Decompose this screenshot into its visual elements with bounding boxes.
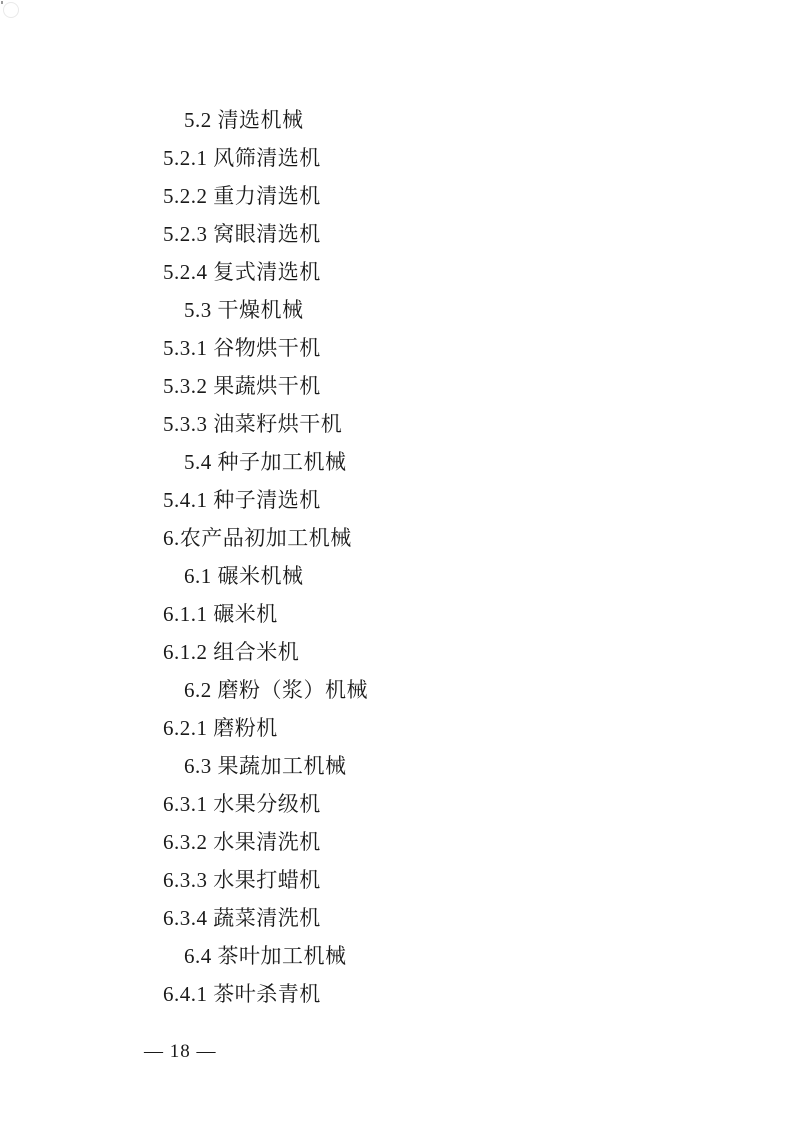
list-line: 6.1.1 碾米机	[163, 602, 278, 626]
list-line: 6.2 磨粉（浆）机械	[184, 678, 368, 702]
list-line: 6.1 碾米机械	[184, 564, 304, 588]
list-line: 5.2 清选机械	[184, 108, 304, 132]
list-line: 6.1.2 组合米机	[163, 640, 300, 664]
machinery-list	[163, 101, 368, 1013]
list-line: 6.4.1 茶叶杀青机	[163, 982, 321, 1006]
list-line: 5.3.3 油菜籽烘干机	[163, 412, 343, 436]
list-line: 5.2.4 复式清选机	[163, 260, 321, 284]
list-line: 5.4.1 种子清选机	[163, 488, 321, 512]
list-line: 5.3.1 谷物烘干机	[163, 336, 321, 360]
corner-mark-artifact	[3, 2, 19, 18]
list-line: 5.4 种子加工机械	[184, 450, 347, 474]
list-line: 5.3.2 果蔬烘干机	[163, 374, 321, 398]
list-line: 5.3 干燥机械	[184, 298, 304, 322]
list-line: 6.3.1 水果分级机	[163, 792, 321, 816]
list-line: 6.3.4 蔬菜清洗机	[163, 906, 321, 930]
list-line: 5.2.2 重力清选机	[163, 184, 321, 208]
list-line: 6.3.3 水果打蜡机	[163, 868, 321, 892]
list-line: 6.2.1 磨粉机	[163, 716, 278, 740]
list-line: 6.3 果蔬加工机械	[184, 754, 347, 778]
list-line: 6.3.2 水果清洗机	[163, 830, 321, 854]
list-line: 6.农产品初加工机械	[163, 526, 352, 550]
list-line: 5.2.3 窝眼清选机	[163, 222, 321, 246]
list-line: 6.4 茶叶加工机械	[184, 944, 347, 968]
page-number: — 18 —	[144, 1041, 217, 1062]
list-line: 5.2.1 风筛清选机	[163, 146, 321, 170]
